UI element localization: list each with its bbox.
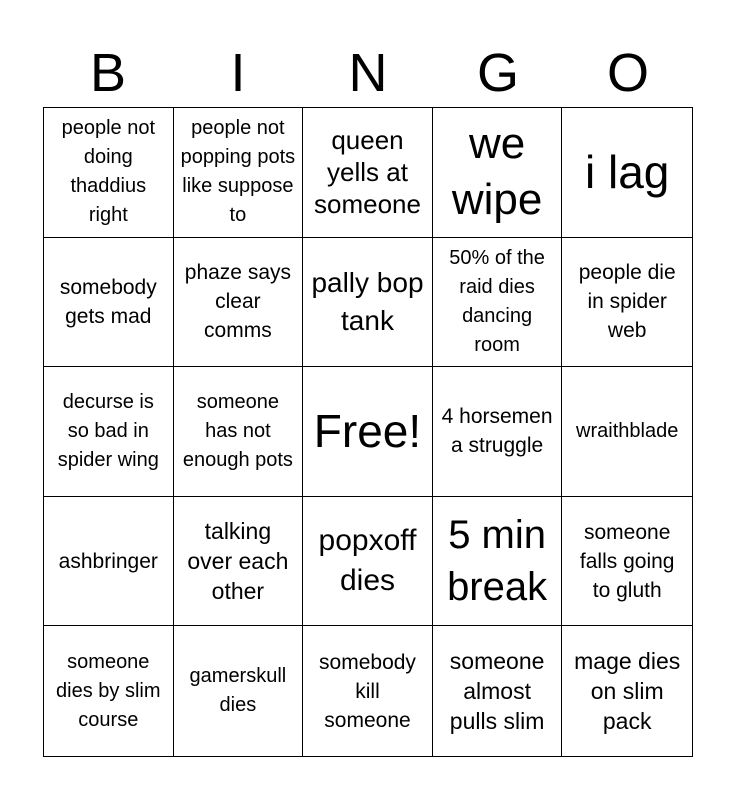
cell-text: 50% of the raid dies dancing room: [449, 246, 545, 356]
bingo-cell-r2c4[interactable]: [433, 238, 563, 368]
bingo-cell-r2c2[interactable]: [174, 238, 304, 368]
cell-text: phaze says clear comms: [184, 261, 291, 343]
bingo-cell-r4c4[interactable]: [433, 497, 563, 627]
bingo-cell-r1c5[interactable]: [562, 108, 692, 238]
cell-text: someone falls going to gluth: [579, 520, 675, 602]
cell-text: decurse is so bad in spider wing: [57, 390, 159, 471]
cell-text: somebody gets mad: [59, 275, 157, 328]
bingo-cell-r5c2[interactable]: [174, 626, 304, 756]
bingo-cell-r2c5[interactable]: [562, 238, 692, 368]
cell-text: somebody kill someone: [319, 650, 416, 732]
bingo-cell-r4c5[interactable]: [562, 497, 692, 627]
cell-text: people not doing thaddius right: [61, 117, 155, 227]
bingo-cell-r1c4[interactable]: [433, 108, 563, 238]
bingo-header: [43, 40, 693, 106]
bingo-cell-r4c1[interactable]: [44, 497, 174, 627]
bingo-cell-r3c4[interactable]: [433, 367, 563, 497]
bingo-cell-r4c2[interactable]: [174, 497, 304, 627]
bingo-cell-r3c1[interactable]: [44, 367, 174, 497]
bingo-cell-r3c3[interactable]: [303, 367, 433, 497]
bingo-cell-r1c2[interactable]: [174, 108, 304, 238]
cell-text: ashbringer: [58, 549, 158, 573]
cell-text: someone almost pulls slim: [449, 648, 545, 735]
header-letter-o: O: [606, 43, 649, 103]
cell-text: gamerskull dies: [189, 665, 287, 717]
bingo-cell-r3c5[interactable]: [562, 367, 692, 497]
cell-text: someone has not enough pots: [182, 390, 293, 471]
bingo-cell-r5c5[interactable]: [562, 626, 692, 756]
cell-text: i lag: [585, 146, 670, 199]
bingo-cell-r2c3[interactable]: [303, 238, 433, 368]
bingo-cell-r5c1[interactable]: [44, 626, 174, 756]
cell-text: we wipe: [451, 119, 543, 225]
cell-text: mage dies on slim pack: [574, 648, 681, 735]
cell-text: pally bop tank: [311, 266, 424, 336]
cell-text: Free!: [313, 405, 422, 458]
bingo-cell-r4c3[interactable]: [303, 497, 433, 627]
bingo-cell-r1c1[interactable]: [44, 108, 174, 238]
bingo-cell-r2c1[interactable]: [44, 238, 174, 368]
cell-text: 5 min break: [447, 513, 548, 610]
cell-text: popxoff dies: [318, 524, 417, 598]
cell-text: someone dies by slim course: [56, 650, 161, 731]
cell-text: wraithblade: [576, 419, 679, 442]
bingo-cell-r5c4[interactable]: [433, 626, 563, 756]
header-letter-b: B: [89, 43, 127, 103]
header-letter-i: I: [230, 43, 246, 103]
cell-text: people die in spider web: [578, 261, 676, 343]
bingo-cell-r3c2[interactable]: [174, 367, 304, 497]
cell-text: people not popping pots like suppose to: [180, 117, 296, 227]
cell-text: talking over each other: [187, 518, 289, 605]
bingo-cell-r1c3[interactable]: [303, 108, 433, 238]
cell-text: queen yells at someone: [314, 125, 421, 220]
header-letter-n: N: [348, 43, 388, 103]
bingo-board: [43, 107, 693, 757]
header-letter-g: G: [476, 43, 519, 103]
bingo-cell-r5c3[interactable]: [303, 626, 433, 756]
cell-text: 4 horsemen a struggle: [441, 405, 553, 458]
